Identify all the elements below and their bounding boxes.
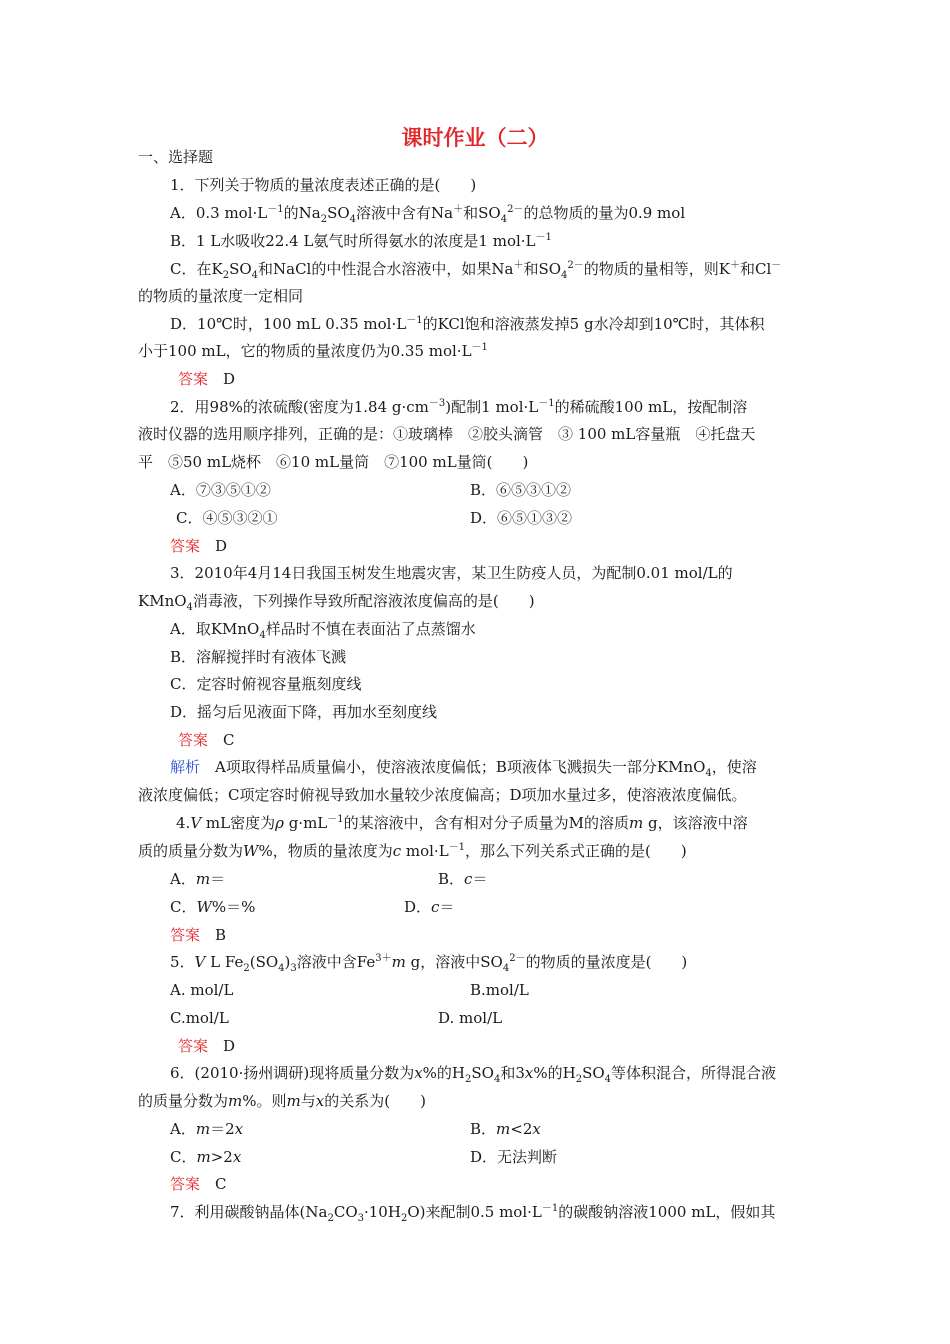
question-3-stem-2: KMnO$_4$消毒液，下列操作导致所配溶液浓度偏高的是( ) (138, 592, 535, 613)
question-4-stem-2: 质的质量分数为W%，物质的量浓度为c $mol\cdot L^{-1}$，那么下列关系式正确的是( ) (138, 842, 687, 860)
question-1-option-d: D．10℃时，100 mL 0.35 $mol\cdot L^{-1}$的KCl饱和溶液蒸发掉5 g水冷却到10℃时，其体积 (170, 315, 765, 333)
question-6-stem-2: 的质量分数为m%。则m与x的关系为( ) (138, 1092, 426, 1110)
question-5-option-d: D. mol/L (438, 1009, 503, 1027)
question-1-option-b: B．1 L水吸收22.4 L氨气时所得氨水的浓度是1 $mol\cdot L^{-1}$ (170, 232, 552, 250)
question-2-stem-2: 液时仪器的选用顺序排列，正确的是：①玻璃棒 ②胶头滴管 ③ 100 mL容量瓶 ④托盘天 (138, 425, 756, 443)
question-1-option-c: C．在$K_2SO_4$和NaCl的中性混合水溶液中，如果Na＋和$SO_4^{2-}$的物质的量相等，则K＋和Cl－ (170, 260, 782, 281)
question-6-option-c: C．m>2x (170, 1148, 242, 1166)
question-2-option-d: D．⑥⑤①③② (470, 509, 573, 527)
question-3-option-d: D．摇匀后见液面下降，再加水至刻度线 (170, 703, 438, 721)
question-3-stem: 3．2010年4月14日我国玉树发生地震灾害，某卫生防疫人员，为配制0.01 mol/L的 (170, 564, 733, 582)
question-6-option-a: A．m＝2x (170, 1120, 244, 1138)
question-3-answer: 答案 C (178, 731, 235, 749)
question-2-answer: 答案 D (170, 537, 228, 555)
question-5-answer: 答案 D (178, 1037, 236, 1055)
question-5-option-a: A. mol/L (170, 981, 234, 999)
question-4-stem: 4.V mL密度为ρ $g\cdot mL^{-1}$的某溶液中，含有相对分子质量为M的溶质m g，该溶液中溶 (176, 814, 748, 832)
question-3-analysis-cont: 液浓度偏低；C项定容时俯视导致加水量较少浓度偏高；D项加水量过多，使溶液浓度偏低。 (138, 786, 747, 804)
question-7-stem: 7．利用碳酸钠晶体$(Na_2CO_3\cdot 10H_2O)$来配制0.5 $mol\cdot L^{-1}$的碳酸钠溶液1000 mL，假如其 (170, 1203, 776, 1224)
question-4-answer: 答案 B (170, 926, 227, 944)
question-3-option-c: C．定容时俯视容量瓶刻度线 (170, 675, 362, 693)
question-3-option-a: A．取KMnO$_4$样品时不慎在表面沾了点蒸馏水 (170, 620, 476, 641)
question-6-answer: 答案 C (170, 1175, 227, 1193)
question-1-answer: 答案 D (178, 370, 236, 388)
question-6-stem: 6．(2010·扬州调研)现将质量分数为x%的$H_2SO_4$和3x%的$H_2SO_4$等体积混合，所得混合液 (170, 1064, 777, 1085)
page-title: 课时作业（二） (401, 126, 549, 150)
question-1-option-c-cont: 的物质的量浓度一定相同 (138, 287, 304, 305)
section-heading: 一、选择题 (138, 148, 214, 166)
question-5-option-b: B.mol/L (470, 981, 529, 999)
question-5-stem: 5．V L $Fe_2(SO_4)_3$溶液中含$Fe^{3+}m$ g，溶液中$SO_4^{2-}$的物质的量浓度是( ) (170, 953, 688, 974)
question-3-analysis: 解析 A项取得样品质量偏小，使溶液浓度偏低；B项液体飞溅损失一部分KMnO$_4$，使溶 (170, 758, 757, 779)
question-2-stem: 2．用98%的浓硫酸(密度为1.84 $g\cdot cm^{-3}$)配制1 $mol\cdot L^{-1}$的稀硫酸100 mL，按配制溶 (170, 398, 748, 416)
question-2-option-a: A．⑦③⑤①② (170, 481, 271, 499)
question-6-option-d: D．无法判断 (470, 1148, 558, 1166)
question-2-option-c: C．④⑤③②① (176, 509, 278, 527)
question-3-option-b: B．溶解搅拌时有液体飞溅 (170, 648, 347, 666)
question-5-option-c: C.mol/L (170, 1009, 229, 1027)
question-1-option-a: A．0.3 $mol\cdot L^{-1}$的$Na_2SO_4$溶液中含有Na＋和$SO_4^{2-}$的总物质的量为0.9 mol (170, 204, 686, 225)
question-2-option-b: B．⑥⑤③①② (470, 481, 572, 499)
question-1-stem: 1．下列关于物质的量浓度表述正确的是( ) (170, 176, 477, 194)
question-1-option-d-cont: 小于100 mL，它的物质的量浓度仍为0.35 $mol\cdot L^{-1}$ (138, 342, 488, 360)
question-4-option-a: A．m＝ (170, 870, 226, 888)
question-2-stem-3: 平 ⑤50 mL烧杯 ⑥10 mL量筒 ⑦100 mL量筒( ) (138, 453, 529, 471)
question-4-option-b: B．c＝ (438, 870, 488, 888)
question-4-option-d: D．c＝ (404, 898, 455, 916)
question-4-option-c: C．W%＝% (170, 898, 256, 916)
question-6-option-b: B．m<2x (470, 1120, 541, 1138)
